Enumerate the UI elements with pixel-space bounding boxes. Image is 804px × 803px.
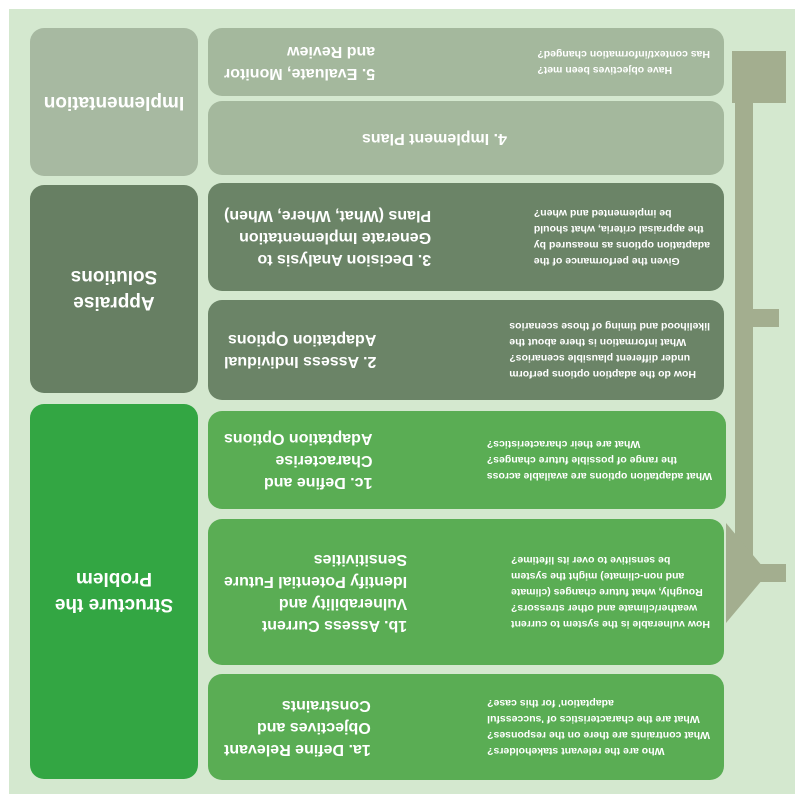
step-5-title: 5. Evaluate, Monitor and Review xyxy=(224,43,376,82)
step-2-title: 2. Assess Individual Adaptation Options xyxy=(224,331,377,370)
step-2-questions: How do the adaption options perform under different plausible scenarios? What information is there about the likelihood and timing of those scenarios xyxy=(509,320,710,380)
step-1c xyxy=(208,411,726,509)
stage-appraise-solutions-label: Appraise Solutions xyxy=(70,266,158,313)
stage-implementation-label: Implementation xyxy=(43,92,185,113)
stage-structure-problem xyxy=(30,404,198,779)
step-1c-questions: What adaptation options are available across the range of possible future changes? What are their characteristics? xyxy=(486,438,712,482)
step-1b-title: 1b. Assess Current Vulnerability and Identify Potential Future Sensitivities xyxy=(224,551,408,634)
stage-appraise-solutions xyxy=(30,185,198,393)
step-5 xyxy=(208,28,724,96)
step-1a xyxy=(208,674,724,780)
step-2 xyxy=(208,300,724,400)
step-1a-questions: Who are the relevant stakeholders? What contraints are there on the responses? What are the characteristics of 'successful adaptation' for this case? xyxy=(487,697,710,757)
feedback-loop-path xyxy=(744,318,786,573)
step-4 xyxy=(208,101,724,175)
stage-structure-problem-label: Structure the Problem xyxy=(54,568,174,616)
step-1a-title: 1a. Define Relevant Objectives and Constraints xyxy=(224,697,371,758)
step-1b xyxy=(208,519,724,665)
step-1b-questions: How vulnerable is the system to current weather/climate and other stressors? Roughly, what future changes (climate and non-climate) might the system be sensitive to over its lifetime? xyxy=(511,554,710,630)
step-5-questions: Have objectives been met? Has context/information changed? xyxy=(537,48,710,76)
step-3-title: 3. Decision Analysis to Generate Implementation Plans (What, Where, When) xyxy=(224,207,432,268)
step-3-questions: Given the performance of the adaptation options as measured by the appraisal criteria, what should be implemented and when? xyxy=(533,207,710,267)
step-3 xyxy=(208,183,724,291)
step-1c-title: 1c. Define and Characterise Adaptation Options xyxy=(224,430,373,491)
step-4-title: 4. Implement Plans xyxy=(362,130,507,147)
stage-implementation xyxy=(30,28,198,176)
